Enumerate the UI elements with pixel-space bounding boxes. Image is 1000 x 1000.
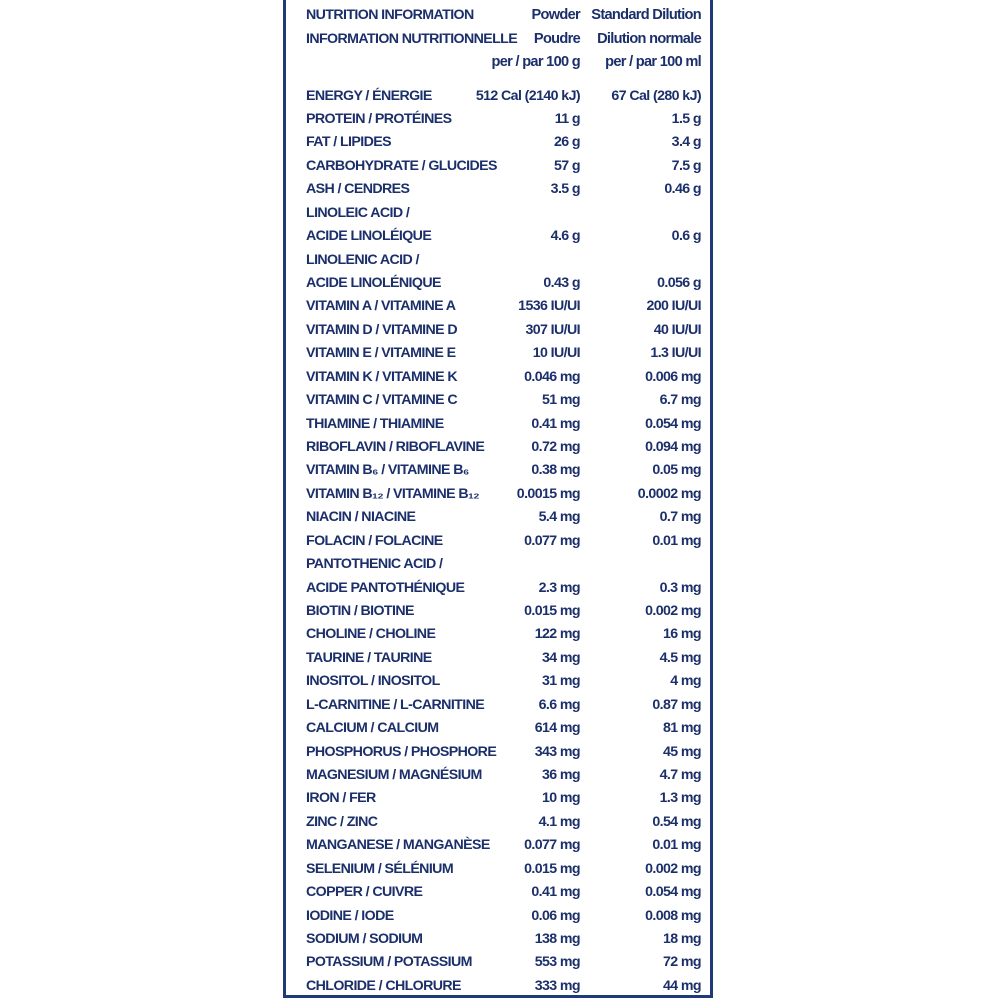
- dilution-value: 200 IU/UI: [646, 298, 701, 315]
- nutrient-name: L-CARNITINE / L-CARNITINE: [306, 696, 485, 713]
- nutrient-row: [306, 975, 701, 998]
- dilution-value: 40 IU/UI: [653, 321, 701, 338]
- col-dilution-fr: Dilution normale: [597, 30, 701, 47]
- nutrient-name: CALCIUM / CALCIUM: [306, 720, 439, 737]
- dilution-value: 0.01 mg: [652, 837, 701, 854]
- powder-value: 0.43 g: [543, 274, 580, 291]
- dilution-value: 0.46 g: [664, 181, 701, 198]
- nutrient-name: ACIDE LINOLÉNIQUE: [306, 274, 441, 291]
- dilution-value: 0.008 mg: [645, 907, 701, 924]
- dilution-value: 18 mg: [662, 930, 701, 947]
- nutrient-row: [306, 928, 701, 951]
- powder-value: 0.06 mg: [531, 907, 580, 924]
- nutrient-name: LINOLEIC ACID /: [306, 204, 410, 221]
- powder-value: 0.38 mg: [531, 462, 580, 479]
- title-en: NUTRITION INFORMATION: [306, 7, 474, 23]
- nutrient-row: [306, 905, 701, 928]
- dilution-value: 0.01 mg: [652, 532, 701, 549]
- nutrition-panel: [283, 0, 713, 998]
- dilution-value: 0.094 mg: [645, 438, 701, 455]
- powder-value: 6.6 mg: [538, 696, 580, 713]
- powder-value: 138 mg: [534, 930, 580, 947]
- nutrient-row: [306, 225, 701, 248]
- dilution-value: 45 mg: [662, 743, 701, 760]
- powder-value: 0.72 mg: [531, 438, 580, 455]
- powder-value: 0.046 mg: [524, 368, 580, 385]
- nutrient-name: PROTEIN / PROTÉINES: [306, 110, 452, 127]
- powder-value: 31 mg: [541, 673, 580, 690]
- dilution-value: 81 mg: [662, 720, 701, 737]
- nutrient-row: [306, 319, 701, 342]
- dilution-value: 1.5 g: [671, 110, 701, 127]
- nutrient-name: VITAMIN A / VITAMINE A: [306, 298, 456, 315]
- header-row-1: [306, 4, 701, 27]
- col-powder-en: Powder: [531, 7, 580, 23]
- nutrient-name: FOLACIN / FOLACINE: [306, 532, 443, 549]
- dilution-value: 0.05 mg: [652, 462, 701, 479]
- powder-value: 0.015 mg: [524, 860, 580, 877]
- nutrient-name: MANGANESE / MANGANÈSE: [306, 837, 490, 854]
- powder-value: 5.4 mg: [538, 509, 580, 526]
- powder-value: 3.5 g: [550, 181, 580, 198]
- nutrient-name: FAT / LIPIDES: [306, 134, 391, 151]
- nutrient-row: [306, 342, 701, 365]
- powder-value: 0.41 mg: [531, 415, 580, 432]
- powder-value: 307 IU/UI: [525, 321, 580, 338]
- nutrient-row: [306, 131, 701, 154]
- nutrient-name: IODINE / IODE: [306, 907, 394, 924]
- nutrient-name: ENERGY / ÉNERGIE: [306, 87, 432, 104]
- nutrient-name: VITAMIN B₁₂ / VITAMINE B₁₂: [306, 485, 479, 502]
- nutrient-name: NIACIN / NIACINE: [306, 509, 416, 526]
- title-fr: INFORMATION NUTRITIONNELLE: [306, 30, 518, 47]
- nutrient-row: [306, 483, 701, 506]
- powder-value: 34 mg: [541, 649, 580, 666]
- powder-value: 0.077 mg: [524, 837, 580, 854]
- powder-value: 36 mg: [541, 766, 580, 783]
- dilution-value: 0.006 mg: [645, 368, 701, 385]
- nutrient-row: [306, 530, 701, 553]
- nutrient-row: [306, 366, 701, 389]
- dilution-value: 0.6 g: [671, 228, 701, 245]
- nutrient-name: COPPER / CUIVRE: [306, 884, 423, 901]
- powder-value: 10 mg: [541, 790, 580, 807]
- nutrient-name: RIBOFLAVIN / RIBOFLAVINE: [306, 438, 485, 455]
- powder-value: 57 g: [554, 157, 580, 174]
- nutrient-row: [306, 389, 701, 412]
- powder-value: 122 mg: [534, 626, 580, 643]
- nutrient-name: INOSITOL / INOSITOL: [306, 673, 440, 690]
- col-dilution-basis: per / par 100 ml: [605, 54, 701, 70]
- nutrient-name: SELENIUM / SÉLÉNIUM: [306, 860, 454, 877]
- powder-value: 343 mg: [534, 743, 580, 760]
- nutrient-row: [306, 155, 701, 178]
- powder-value: 4.6 g: [550, 228, 580, 245]
- nutrient-row: [306, 85, 701, 108]
- nutrient-row: [306, 202, 701, 225]
- nutrient-name: LINOLENIC ACID /: [306, 251, 419, 268]
- powder-value: 4.1 mg: [538, 813, 580, 830]
- dilution-value: 0.054 mg: [645, 415, 701, 432]
- powder-value: 553 mg: [534, 954, 580, 971]
- nutrient-name: VITAMIN B₆ / VITAMINE B₆: [306, 462, 469, 479]
- nutrient-name: CHLORIDE / CHLORURE: [306, 977, 461, 994]
- nutrient-name: CARBOHYDRATE / GLUCIDES: [306, 157, 497, 174]
- nutrient-row: [306, 413, 701, 436]
- nutrient-name: PANTOTHENIC ACID /: [306, 556, 443, 573]
- powder-value: 512 Cal (2140 kJ): [475, 87, 580, 104]
- nutrient-row: [306, 623, 701, 646]
- nutrient-row: [306, 553, 701, 576]
- nutrient-row: [306, 951, 701, 974]
- nutrient-name: VITAMIN C / VITAMINE C: [306, 392, 458, 409]
- header-row-3: [306, 51, 701, 74]
- dilution-value: 3.4 g: [671, 134, 701, 151]
- nutrient-name: VITAMIN D / VITAMINE D: [306, 321, 458, 338]
- nutrient-row: [306, 295, 701, 318]
- nutrient-name: ZINC / ZINC: [306, 813, 378, 830]
- nutrient-row: [306, 717, 701, 740]
- dilution-value: 1.3 mg: [659, 790, 701, 807]
- nutrient-name: IRON / FER: [306, 790, 376, 807]
- nutrient-row: [306, 787, 701, 810]
- nutrient-name: MAGNESIUM / MAGNÉSIUM: [306, 766, 482, 783]
- dilution-value: 0.054 mg: [645, 884, 701, 901]
- nutrient-name: TAURINE / TAURINE: [306, 649, 432, 666]
- dilution-value: 67 Cal (280 kJ): [611, 87, 701, 104]
- nutrient-name: POTASSIUM / POTASSIUM: [306, 954, 472, 971]
- powder-value: 26 g: [554, 134, 580, 151]
- dilution-value: 16 mg: [662, 626, 701, 643]
- dilution-value: 1.3 IU/UI: [650, 345, 701, 362]
- powder-value: 0.41 mg: [531, 884, 580, 901]
- powder-value: 1536 IU/UI: [518, 298, 580, 315]
- dilution-value: 44 mg: [662, 977, 701, 994]
- nutrient-row: [306, 647, 701, 670]
- nutrient-name: ACIDE LINOLÉIQUE: [306, 228, 432, 245]
- nutrient-row: [306, 459, 701, 482]
- nutrient-row: [306, 694, 701, 717]
- powder-value: 2.3 mg: [538, 579, 580, 596]
- nutrient-name: ACIDE PANTOTHÉNIQUE: [306, 579, 465, 596]
- nutrient-row: [306, 600, 701, 623]
- nutrient-row: [306, 108, 701, 131]
- dilution-value: 0.54 mg: [652, 813, 701, 830]
- nutrient-name: VITAMIN K / VITAMINE K: [306, 368, 458, 385]
- dilution-value: 4.7 mg: [659, 766, 701, 783]
- powder-value: 0.077 mg: [524, 532, 580, 549]
- nutrient-name: THIAMINE / THIAMINE: [306, 415, 444, 432]
- nutrient-row: [306, 834, 701, 857]
- powder-value: 51 mg: [541, 392, 580, 409]
- col-powder-basis: per / par 100 g: [491, 54, 580, 70]
- nutrient-row: [306, 741, 701, 764]
- dilution-value: 0.3 mg: [659, 579, 701, 596]
- nutrient-row: [306, 272, 701, 295]
- nutrient-row: [306, 764, 701, 787]
- dilution-value: 7.5 g: [671, 157, 701, 174]
- dilution-value: 0.7 mg: [659, 509, 701, 526]
- col-dilution-en: Standard Dilution: [591, 7, 701, 23]
- nutrient-row: [306, 436, 701, 459]
- nutrient-name: SODIUM / SODIUM: [306, 930, 423, 947]
- dilution-value: 72 mg: [662, 954, 701, 971]
- nutrient-row: [306, 506, 701, 529]
- dilution-value: 6.7 mg: [659, 392, 701, 409]
- powder-value: 0.0015 mg: [516, 485, 580, 502]
- powder-value: 614 mg: [534, 720, 580, 737]
- dilution-value: 0.0002 mg: [637, 485, 701, 502]
- dilution-value: 4.5 mg: [659, 649, 701, 666]
- nutrient-row: [306, 249, 701, 272]
- dilution-value: 0.87 mg: [652, 696, 701, 713]
- col-powder-fr: Poudre: [533, 30, 580, 47]
- nutrient-row: [306, 577, 701, 600]
- dilution-value: 0.002 mg: [645, 860, 701, 877]
- nutrient-row: [306, 858, 701, 881]
- dilution-value: 0.056 g: [657, 274, 701, 291]
- nutrient-name: VITAMIN E / VITAMINE E: [306, 345, 456, 362]
- nutrient-name: ASH / CENDRES: [306, 181, 410, 198]
- nutrient-row: [306, 881, 701, 904]
- powder-value: 0.015 mg: [524, 602, 580, 619]
- header-row-2: [306, 28, 701, 51]
- nutrient-name: BIOTIN / BIOTINE: [306, 602, 414, 619]
- dilution-value: 4 mg: [670, 673, 701, 690]
- nutrient-row: [306, 811, 701, 834]
- nutrient-name: CHOLINE / CHOLINE: [306, 626, 436, 643]
- nutrient-row: [306, 670, 701, 693]
- powder-value: 333 mg: [534, 977, 580, 994]
- nutrient-row: [306, 178, 701, 201]
- powder-value: 10 IU/UI: [532, 345, 580, 362]
- powder-value: 11 g: [554, 110, 580, 127]
- dilution-value: 0.002 mg: [645, 602, 701, 619]
- nutrient-name: PHOSPHORUS / PHOSPHORE: [306, 743, 497, 760]
